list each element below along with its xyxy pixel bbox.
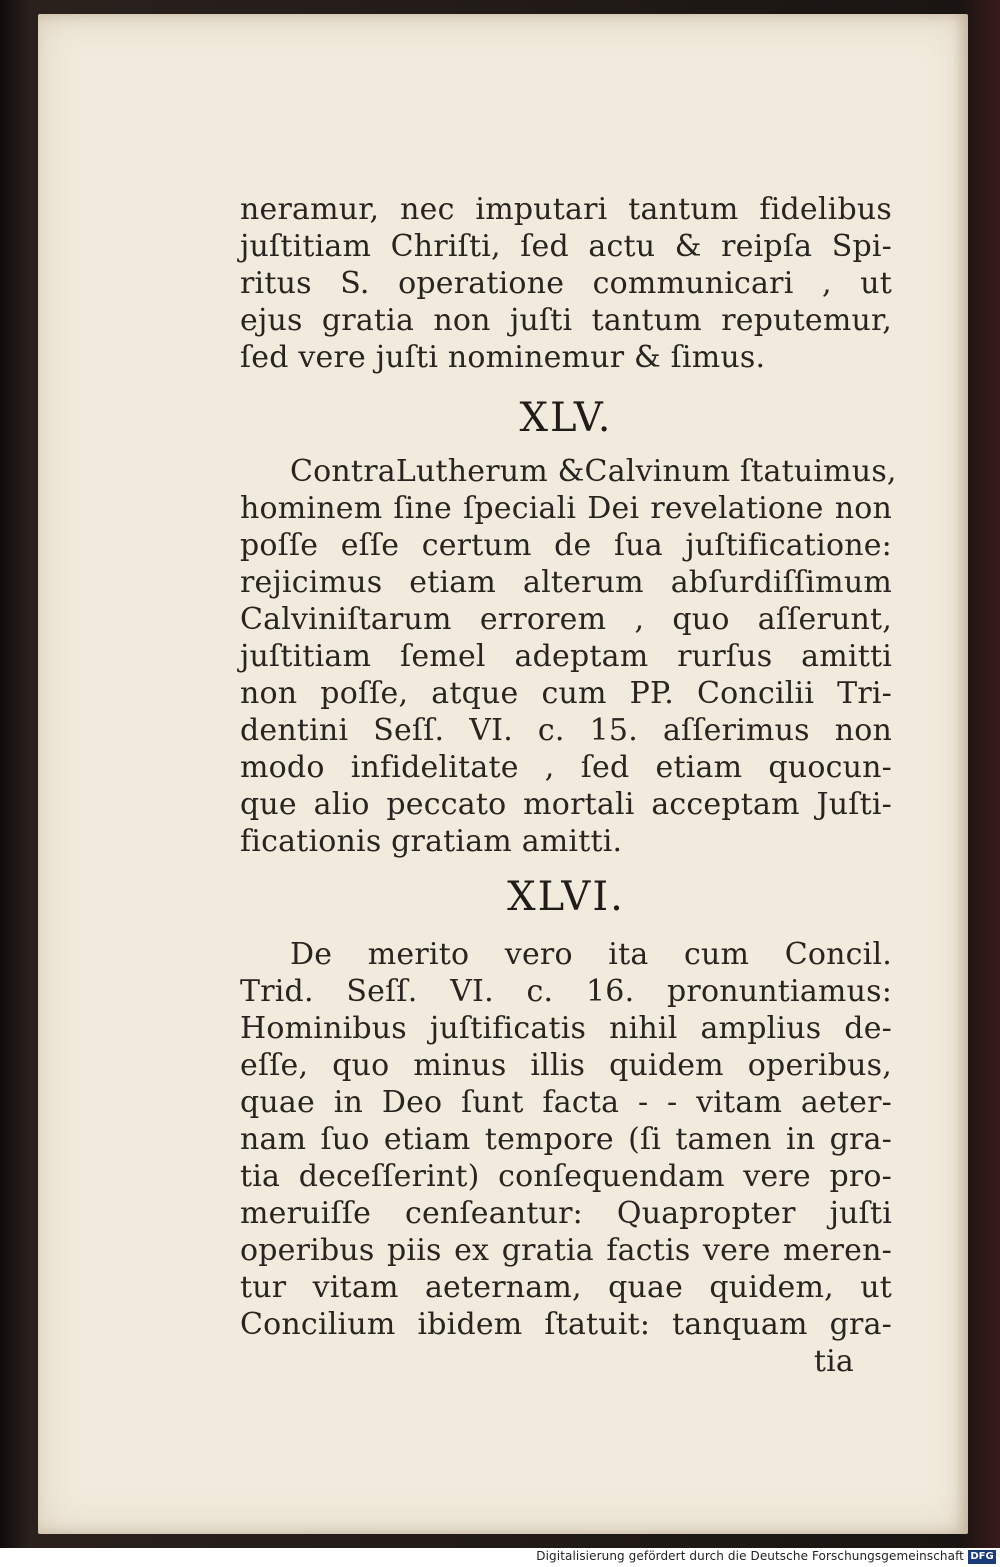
footer-bar: [0, 1548, 1000, 1567]
text-line: De merito vero ita cum Concil.: [290, 937, 892, 972]
text-line: ficationis gratiam amitti.: [240, 824, 623, 859]
section-heading-xlv: XLV.: [519, 395, 613, 441]
dfg-logo-icon: DFG: [968, 1550, 996, 1564]
text-line: modo infidelitate , ſed etiam quocun-: [240, 750, 892, 785]
text-line: Hominibus juſtificatis nihil amplius de-: [240, 1011, 892, 1046]
dfg-credit-text: Digitalisierung gefördert durch die Deutsche Forschungsgemeinschaft: [536, 1549, 964, 1563]
text-line: neramur, nec imputari tantum fidelibus: [240, 192, 892, 227]
text-line: ejus gratia non juſti tantum reputemur,: [240, 303, 892, 338]
text-line: quae in Deo ſunt facta - - vitam aeter-: [240, 1085, 892, 1120]
text-line: Trid. Seſſ. VI. c. 16. pronuntiamus:: [240, 974, 892, 1009]
text-line: eſſe, quo minus illis quidem operibus,: [240, 1048, 892, 1083]
text-line: ritus S. operatione communicari , ut: [240, 266, 892, 301]
text-line: que alio peccato mortali acceptam Juſti-: [240, 787, 892, 822]
text-line: operibus piis ex gratia factis vere meren-: [240, 1233, 892, 1268]
text-line: ContraLutherum &Calvinum ſtatuimus,: [290, 454, 897, 489]
text-line: poſſe eſſe certum de ſua juſtificatione:: [240, 528, 892, 563]
text-line: non poſſe, atque cum PP. Concilii Tri-: [240, 676, 892, 711]
text-line: nam ſuo etiam tempore (ſi tamen in gra-: [240, 1122, 892, 1157]
page-text: [240, 191, 897, 1380]
paragraph-xlv: [240, 453, 897, 860]
text-line: rejicimus etiam alterum abſurdiſſimum: [240, 565, 892, 600]
paragraph-xlvi: [240, 936, 892, 1380]
text-line: ſed vere juſti nominemur & ſimus.: [240, 340, 766, 375]
text-line: tur vitam aeternam, quae quidem, ut: [240, 1270, 892, 1305]
text-line: dentini Seſſ. VI. c. 15. aſſerimus non: [240, 713, 892, 748]
text-line: tia deceſſerint) conſequendam vere pro-: [240, 1159, 892, 1194]
catchword: tia: [813, 1344, 854, 1379]
text-line: meruiſſe cenſeantur: Quapropter juſti: [240, 1196, 892, 1231]
text-line: hominem ſine ſpeciali Dei revelatione non: [240, 491, 892, 526]
text-line: Concilium ibidem ſtatuit: tanquam gra-: [240, 1307, 892, 1342]
text-line: Calviniſtarum errorem , quo aſſerunt,: [240, 602, 892, 637]
section-heading-xlvi: XLVI.: [507, 874, 625, 920]
text-line: juſtitiam Chriſti, ſed actu & reipſa Spi-: [240, 229, 892, 264]
paragraph-continued: [240, 191, 892, 376]
text-line: juſtitiam ſemel adeptam rurſus amitti: [240, 639, 892, 674]
